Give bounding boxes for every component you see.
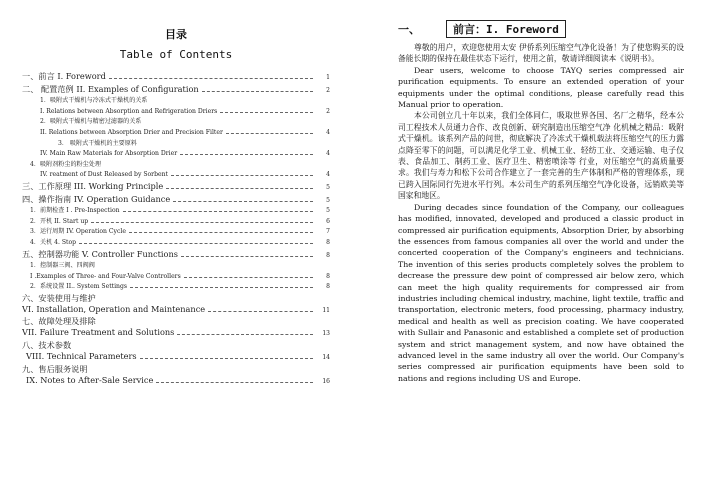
toc-subheading: 2．吸附式干燥机与精密过滤器的关系	[40, 118, 142, 126]
toc-entry[interactable]: VI. Installation, Operation and Maintenance 11	[22, 303, 330, 314]
toc-subheading: 六、安装使用与维护	[22, 292, 96, 303]
toc-entry[interactable]: IV. Main Raw Materials for Absorption Drier 4	[40, 150, 330, 158]
toc-subheading: 七、故障处理及排除	[22, 316, 96, 327]
section-title: 前言：I. Foreword	[446, 20, 566, 38]
foreword-paragraph-cn: 尊敬的用户，欢迎您使用太安 伊侨系列压缩空气净化设备！为了使您购买的设备能长期的保持在最佳状态下运行，使用之前，敬请详细阅读本《说明书》。	[398, 43, 684, 64]
toc-subheading: 九、售后服务说明	[22, 363, 88, 374]
foreword-paragraph-en: During decades since foundation of the Company, our colleagues has modified, innovated, developed and produced a classic product in compressed air purification equipments, Absorption Drier, by absorbing the essences from famous companies all over the world and under the concerted cooperation of the Company's engineers and technicians. The invention of this series products completely solves the problem to decrease the pressure dew point of compressed air below zero, which can meet the high quality requirements for compressed air from industries including chemical industry, machine, light textile, traffic and transportation, electronic meters, food processing, pharmacy industry, medical and health as well as precision coating. We have cooperated with Sullair and Panasonic and established a complete set of production system and strict management system, and now have obtained the advanced level in the same industry all over the world. Our Company's series compressed air purification equipments have been sold to nations and regions including US and Europe.	[398, 202, 684, 383]
toc-entry[interactable]: 4．关机 4. Stop 8	[30, 238, 330, 246]
toc-entry[interactable]: IX. Notes to After-Sale Service 16	[26, 374, 330, 385]
toc-entry[interactable]: VIII. Technical Parameters 14	[26, 351, 330, 362]
toc-subheading: 1．控制器三阀、四阀阀	[30, 262, 95, 270]
toc-title-english: Table of Contents	[119, 48, 233, 61]
toc-entry[interactable]: 1．前期检查 I . Pre-Inspection 5	[30, 207, 330, 215]
foreword-paragraph-en: Dear users, welcome to choose TAYQ series compressed air purification equipments. To ensure an extended operation of your equipments under the optimal conditions, please carefully read this Manual prior to operation.	[398, 65, 684, 110]
toc-entry[interactable]: VII. Failure Treatment and Solutions 13	[22, 327, 330, 338]
toc-entry[interactable]: I .Examples of Three- and Four-Valve Controllers 8	[30, 272, 330, 280]
foreword-paragraph-cn: 本公司创立几十年以来，我们全体同仁，吸取世界各国、名厂之精华，经本公司工程技术人员通力合作、改良创新、研究制造出压缩空气净 化机械之精品：吸附式干燥机。该系列产品的问世，彻底解决了冷冻式干燥机载法将压缩空气的压力露点降至零下的问题，可以满足化学工业、机械工业、轻纺工业、交通运输、电子仪表、食品加工、制药工业、医疗卫生、精密喷涂等 行业，对压缩空气的高质量要求。我们与寿力和松下公司合作建立了一套完善的生产体制和严格的管理体系，现已跨入国际同行先进水平行列。本公司生产的系列压缩空气净化设备，远销欧美等国家和地区。	[398, 111, 684, 201]
toc-subheading: 1．吸附式干燥机与冷冻式干燥机的关系	[40, 97, 148, 105]
toc-entry[interactable]: 一、前言 I. Foreword 1	[22, 71, 330, 81]
toc-entry[interactable]: 五、控制器功能 V. Controller Functions 8	[22, 248, 330, 259]
toc-entry[interactable]: 二、 配置范例 II. Examples of Configuration 2	[22, 83, 330, 94]
toc-entry[interactable]: IV. reatment of Dust Released by Sorbent 4	[40, 171, 330, 179]
toc-entry[interactable]: 四、操作指南 IV. Operation Guidance 5	[22, 193, 330, 204]
table-of-contents	[22, 24, 330, 387]
toc-subheading: 3． 吸附式干燥机的主要原料	[58, 139, 137, 147]
foreword-section	[398, 20, 684, 384]
toc-entry[interactable]: 2．开机 II. Start up 6	[30, 217, 330, 225]
toc-entry[interactable]: 3．运行周期 IV. Operation Cycle 7	[30, 228, 330, 236]
toc-subheading: 八、技术参数	[22, 340, 72, 351]
toc-entry[interactable]: II. Relations between Absorption Drier and Precision Filter 4	[40, 128, 330, 136]
section-heading	[398, 20, 684, 38]
toc-entry[interactable]: 三、工作原理 III. Working Principle 5	[22, 180, 330, 191]
toc-entry[interactable]: 2．系统设置 II.. System Settings 8	[30, 283, 330, 291]
section-number: 一、	[398, 23, 420, 36]
toc-title-chinese: 目录	[165, 28, 187, 41]
toc-entry[interactable]: I. Relations between Absorption and Refrigeration Driers 2	[40, 107, 330, 115]
toc-subheading: 4．吸附剂粉尘的粉尘处理	[30, 160, 101, 168]
